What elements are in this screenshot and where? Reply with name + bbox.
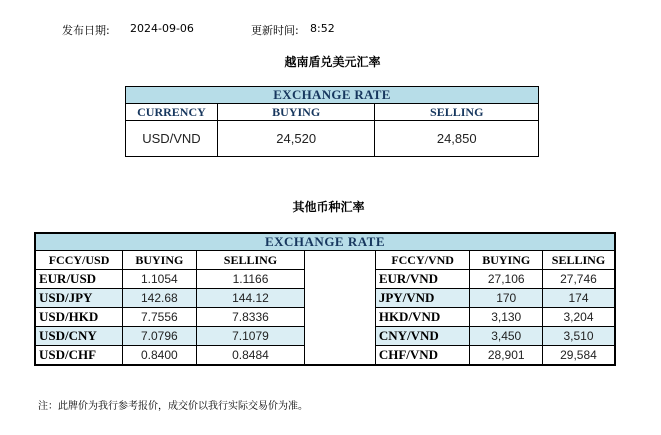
col-header-selling: SELLING xyxy=(196,251,305,270)
buying-cell: 0.8400 xyxy=(123,346,197,365)
table-row xyxy=(35,289,615,308)
pair-cell: CHF/VND xyxy=(375,346,470,365)
buying-cell: 28,901 xyxy=(470,346,543,365)
update-time: 8:52 xyxy=(310,22,335,35)
selling-cell: 174 xyxy=(542,289,615,308)
spacer-cell xyxy=(305,327,375,346)
buying-cell: 24,520 xyxy=(217,121,375,157)
selling-cell: 3,510 xyxy=(542,327,615,346)
buying-cell: 27,106 xyxy=(470,270,543,289)
table-row xyxy=(35,308,615,327)
buying-cell: 170 xyxy=(470,289,543,308)
buying-cell: 142.68 xyxy=(123,289,197,308)
other-currencies-rate-table xyxy=(34,232,616,366)
table-row xyxy=(35,270,615,289)
col-header-buying: BUYING xyxy=(470,251,543,270)
pair-cell: USD/HKD xyxy=(35,308,123,327)
selling-cell: 7.8336 xyxy=(196,308,305,327)
pair-cell: CNY/VND xyxy=(375,327,470,346)
spacer-cell xyxy=(305,346,375,365)
currency-cell: USD/VND xyxy=(126,121,218,157)
buying-cell: 3,450 xyxy=(470,327,543,346)
pair-cell: USD/CNY xyxy=(35,327,123,346)
spacer-cell xyxy=(305,308,375,327)
publish-date-label: 发布日期: xyxy=(62,24,110,37)
col-header-selling: SELLING xyxy=(375,104,539,121)
pair-cell: JPY/VND xyxy=(375,289,470,308)
spacer-cell xyxy=(305,289,375,308)
vnd-usd-section-title: 越南盾兑美元汇率 xyxy=(284,55,381,69)
selling-cell: 0.8484 xyxy=(196,346,305,365)
table-row xyxy=(35,346,615,365)
col-header-fccy-vnd: FCCY/VND xyxy=(375,251,470,270)
pair-cell: USD/CHF xyxy=(35,346,123,365)
disclaimer-note: 注：此牌价为我行参考报价，成交价以我行实际交易价为准。 xyxy=(38,401,308,412)
buying-cell: 7.0796 xyxy=(123,327,197,346)
table-row xyxy=(126,121,539,157)
selling-cell: 7.1079 xyxy=(196,327,305,346)
col-header-buying: BUYING xyxy=(217,104,375,121)
update-time-label: 更新时间: xyxy=(251,24,299,37)
table-title: EXCHANGE RATE xyxy=(126,87,539,104)
col-header-buying: BUYING xyxy=(123,251,197,270)
table-title: EXCHANGE RATE xyxy=(35,233,615,251)
pair-cell: HKD/VND xyxy=(375,308,470,327)
buying-cell: 3,130 xyxy=(470,308,543,327)
publish-date: 2024-09-06 xyxy=(130,22,194,35)
selling-cell: 24,850 xyxy=(375,121,539,157)
col-header-currency: CURRENCY xyxy=(126,104,218,121)
col-header-selling: SELLING xyxy=(542,251,615,270)
selling-cell: 27,746 xyxy=(542,270,615,289)
pair-cell: EUR/VND xyxy=(375,270,470,289)
buying-cell: 7.7556 xyxy=(123,308,197,327)
pair-cell: USD/JPY xyxy=(35,289,123,308)
buying-cell: 1.1054 xyxy=(123,270,197,289)
selling-cell: 1.1166 xyxy=(196,270,305,289)
spacer-column xyxy=(305,251,375,270)
pair-cell: EUR/USD xyxy=(35,270,123,289)
col-header-fccy-usd: FCCY/USD xyxy=(35,251,123,270)
usd-vnd-rate-table xyxy=(125,86,539,157)
selling-cell: 144.12 xyxy=(196,289,305,308)
spacer-cell xyxy=(305,270,375,289)
selling-cell: 29,584 xyxy=(542,346,615,365)
table-row xyxy=(35,327,615,346)
selling-cell: 3,204 xyxy=(542,308,615,327)
other-currencies-section-title: 其他币种汇率 xyxy=(292,200,365,214)
